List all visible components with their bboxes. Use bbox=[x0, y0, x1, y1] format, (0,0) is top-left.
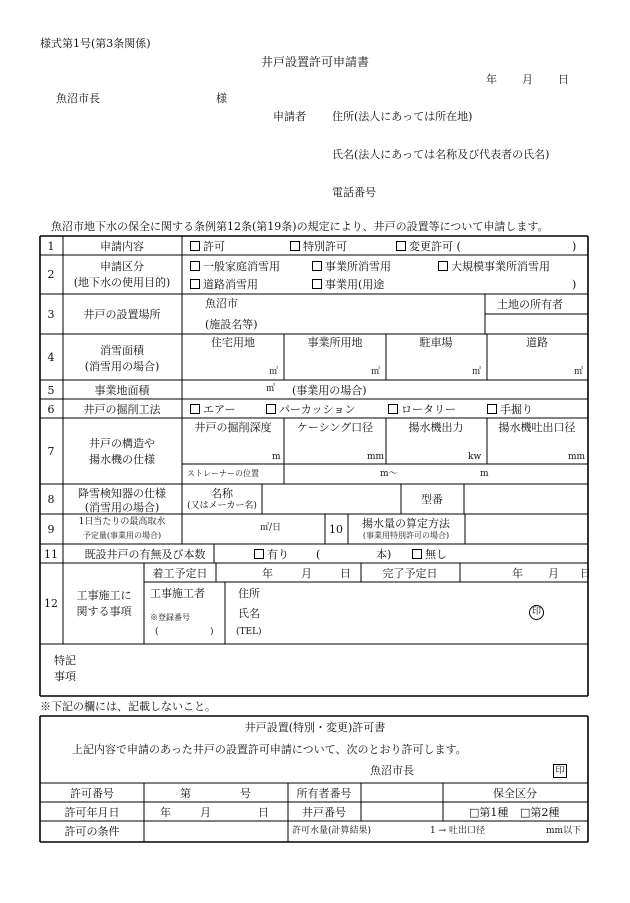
range-to: m bbox=[480, 469, 489, 479]
parking-header: 駐車場 bbox=[419, 336, 453, 349]
dai-label: 第 bbox=[180, 787, 191, 800]
checkbox[interactable] bbox=[438, 261, 448, 271]
unit-sqm: ㎡ bbox=[266, 384, 276, 394]
checkbox[interactable] bbox=[254, 549, 264, 559]
unit-sqm: ㎡ bbox=[574, 367, 584, 377]
date-day-label: 日 bbox=[558, 73, 569, 86]
end-year: 年 bbox=[512, 567, 523, 580]
checkbox[interactable] bbox=[412, 549, 422, 559]
special-notes-label-1: 特記 bbox=[54, 654, 76, 667]
row-number-2: 2 bbox=[47, 268, 55, 281]
opt-household-snow[interactable]: 一般家庭消雪用 bbox=[190, 261, 280, 272]
permit-text: 上記内容で申請のあった井戸の設置許可申請について、次のとおり許可します。 bbox=[72, 743, 467, 756]
special-permit-note: (事業用特別許可の場合) bbox=[362, 531, 450, 540]
well-structure-label: 井戸の構造や bbox=[89, 437, 155, 450]
special-notes-label-2: 事項 bbox=[54, 670, 76, 683]
permit-number-label: 許可番号 bbox=[70, 787, 114, 800]
model-number-label: 型番 bbox=[421, 493, 443, 506]
range-from: m〜 bbox=[380, 469, 398, 479]
outlet-diameter-arrow: 1 → 吐出口径 bbox=[430, 826, 485, 836]
permit-date-label: 許可年月日 bbox=[64, 806, 120, 819]
business-use-note: 予定量(事業用の場合) bbox=[82, 531, 162, 540]
tel-label: (TEL) bbox=[236, 627, 262, 637]
opt-existing-no[interactable]: 無し bbox=[412, 549, 447, 560]
row-number-5: 5 bbox=[47, 384, 55, 397]
date-year-label: 年 bbox=[486, 73, 497, 86]
mm-or-less: mm以下 bbox=[546, 826, 582, 836]
honorific: 様 bbox=[216, 92, 227, 105]
maker-name-label: (又はメーカー名) bbox=[187, 501, 257, 511]
start-month: 月 bbox=[301, 567, 312, 580]
class-2-option[interactable]: □第2種 bbox=[520, 806, 560, 819]
unit-mm: mm bbox=[568, 452, 586, 462]
opt-large-office-snow[interactable]: 大規模事業所消雪用 bbox=[438, 261, 550, 272]
checkbox[interactable] bbox=[312, 261, 322, 271]
row-number-11: 11 bbox=[44, 548, 58, 561]
water-use-purpose-label: (地下水の使用目的) bbox=[73, 276, 171, 289]
opt-office-snow[interactable]: 事業所消雪用 bbox=[312, 261, 391, 272]
contractor-address-label: 住所 bbox=[238, 587, 260, 600]
snow-detector-label: 降雪検知器の仕様 bbox=[78, 487, 166, 500]
form-number: 様式第1号(第3条関係) bbox=[40, 37, 151, 50]
count-unit: 本) bbox=[376, 548, 392, 561]
opt-special-permit[interactable]: 特別許可 bbox=[290, 241, 347, 252]
application-content-label: 申請内容 bbox=[100, 240, 144, 253]
seal-mark: 印 bbox=[529, 605, 544, 620]
protection-class-label: 保全区分 bbox=[493, 787, 537, 800]
intro-text: 魚沼市地下水の保全に関する条例第12条(第19条)の規定により、井戸の設置等について申請します。 bbox=[51, 220, 549, 233]
address-label: 住所(法人にあっては所在地) bbox=[332, 110, 473, 123]
permit-mayor: 魚沼市長 bbox=[370, 764, 414, 777]
casing-diameter-header: ケーシング口径 bbox=[296, 421, 374, 434]
checkbox[interactable] bbox=[266, 404, 276, 414]
opt-existing-yes[interactable]: 有り bbox=[254, 549, 289, 560]
opt-percussion[interactable]: パーカッション bbox=[266, 404, 355, 415]
reg-paren-close: ) bbox=[210, 627, 214, 637]
checkbox[interactable] bbox=[290, 241, 300, 251]
checkbox[interactable] bbox=[396, 241, 406, 251]
existing-well-label: 既設井戸の有無及び本数 bbox=[84, 548, 206, 561]
row-number-3: 3 bbox=[47, 308, 55, 321]
permit-year: 年 bbox=[160, 806, 171, 819]
unit-sqm: ㎡ bbox=[472, 367, 482, 377]
city-name: 魚沼市 bbox=[205, 297, 238, 310]
applicant-label: 申請者 bbox=[273, 110, 306, 123]
pump-spec-label: 揚水機の仕様 bbox=[89, 453, 155, 466]
paren-close: ) bbox=[572, 240, 577, 253]
permit-title: 井戸設置(特別・変更)許可書 bbox=[244, 721, 386, 734]
facility-name-label: (施設名等) bbox=[205, 318, 258, 331]
form-title: 井戸設置許可申請書 bbox=[260, 55, 370, 69]
permit-conditions-label: 許可の条件 bbox=[64, 825, 120, 838]
checkbox[interactable] bbox=[312, 279, 322, 289]
residential-land-header: 住宅用地 bbox=[211, 336, 255, 349]
drilling-depth-header: 井戸の掘削深度 bbox=[194, 421, 272, 434]
snow-use-note: (消雪用の場合) bbox=[84, 360, 160, 373]
end-date-label: 完了予定日 bbox=[382, 567, 438, 580]
unit-kw: kw bbox=[468, 452, 482, 462]
opt-permit[interactable]: 許可 bbox=[190, 241, 225, 252]
well-number-label: 井戸番号 bbox=[302, 806, 346, 819]
drilling-method-label: 井戸の掘削工法 bbox=[83, 403, 161, 416]
contractor-label: 工事施工者 bbox=[150, 587, 205, 600]
snow-use-note: (消雪用の場合) bbox=[84, 501, 160, 514]
unit-mm: mm bbox=[367, 452, 385, 462]
unit-sqm: ㎡ bbox=[269, 367, 279, 377]
permit-seal: 印 bbox=[553, 764, 567, 778]
class-1-option[interactable]: □第1種 bbox=[469, 806, 509, 819]
max-intake-label: 1日当たりの最高取水 bbox=[78, 517, 166, 527]
snow-area-label: 消雪面積 bbox=[100, 344, 144, 357]
row-number-9: 9 bbox=[47, 523, 55, 536]
row-number-7: 7 bbox=[47, 445, 55, 458]
opt-air[interactable]: エアー bbox=[190, 404, 236, 415]
opt-road-snow[interactable]: 道路消雪用 bbox=[190, 279, 258, 290]
go-label: 号 bbox=[240, 787, 251, 800]
owner-number-label: 所有者番号 bbox=[296, 787, 352, 800]
checkbox[interactable] bbox=[190, 261, 200, 271]
row-number-8: 8 bbox=[47, 493, 55, 506]
checkbox[interactable] bbox=[190, 241, 200, 251]
pump-outlet-header: 揚水機吐出口径 bbox=[498, 421, 576, 434]
office-land-header: 事業所用地 bbox=[307, 336, 363, 349]
opt-business[interactable]: 事業用(用途 bbox=[312, 279, 384, 290]
road-header: 道路 bbox=[526, 336, 548, 349]
do-not-fill-notice: ※下記の欄には、記載しないこと。 bbox=[40, 700, 216, 713]
business-use-note: (事業用の場合) bbox=[292, 384, 367, 397]
opt-change-permit[interactable]: 変更許可 ( bbox=[396, 241, 461, 252]
opt-hand-dug[interactable]: 手掘り bbox=[487, 404, 533, 415]
permit-month: 月 bbox=[200, 806, 211, 819]
land-owner-label: 土地の所有者 bbox=[497, 298, 563, 311]
name-label: 氏名(法人にあっては名称及び代表者の氏名) bbox=[332, 148, 550, 161]
end-day: 日 bbox=[580, 567, 591, 580]
pumping-calc-label: 揚水量の算定方法 bbox=[362, 517, 450, 530]
unit-m: m bbox=[272, 452, 281, 462]
phone-label: 電話番号 bbox=[332, 186, 376, 199]
row-number-4: 4 bbox=[47, 351, 55, 364]
unit-sqm: ㎡ bbox=[371, 367, 381, 377]
start-day: 日 bbox=[340, 567, 351, 580]
start-year: 年 bbox=[262, 567, 273, 580]
well-location-label: 井戸の設置場所 bbox=[83, 308, 161, 321]
end-month: 月 bbox=[548, 567, 559, 580]
paren-close: ) bbox=[572, 278, 577, 291]
row-number-10: 10 bbox=[329, 523, 343, 536]
application-category-label: 申請区分 bbox=[100, 260, 144, 273]
checkbox[interactable] bbox=[190, 404, 200, 414]
permitted-water-label: 許可水量(計算結果) bbox=[292, 826, 372, 836]
date-month-label: 月 bbox=[522, 73, 533, 86]
registration-number-label: ※登録番号 bbox=[150, 613, 190, 622]
checkbox[interactable] bbox=[388, 404, 398, 414]
mayor-addressee: 魚沼市長 bbox=[56, 92, 100, 105]
detector-name-label: 名称 bbox=[211, 487, 233, 500]
business-area-label: 事業地面積 bbox=[94, 384, 150, 397]
row-number-1: 1 bbox=[47, 240, 55, 253]
permit-day: 日 bbox=[258, 806, 269, 819]
reg-paren-open: ( bbox=[155, 627, 159, 637]
row-number-12: 12 bbox=[44, 597, 58, 610]
row-number-6: 6 bbox=[47, 403, 55, 416]
opt-rotary[interactable]: ロータリー bbox=[388, 404, 456, 415]
pump-output-header: 揚水機出力 bbox=[408, 421, 464, 434]
checkbox[interactable] bbox=[487, 404, 497, 414]
construction-label: 工事施工に bbox=[76, 589, 132, 602]
strainer-position-label: ストレーナーの位置 bbox=[187, 469, 259, 478]
start-date-label: 着工予定日 bbox=[152, 567, 208, 580]
paren-open: ( bbox=[316, 548, 321, 561]
contractor-name-label: 氏名 bbox=[238, 607, 260, 620]
unit-cubic-per-day: ㎥/日 bbox=[260, 523, 282, 533]
construction-matters-label: 関する事項 bbox=[76, 605, 132, 618]
checkbox[interactable] bbox=[190, 279, 200, 289]
